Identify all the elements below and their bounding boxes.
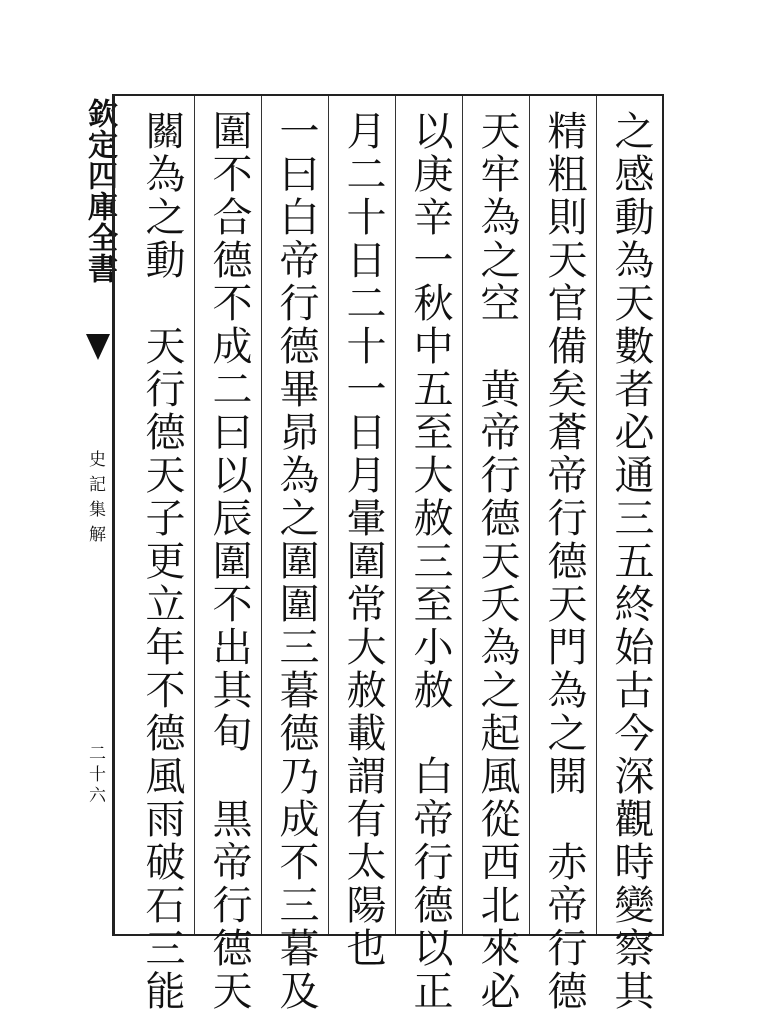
page-number: 二十六	[85, 744, 105, 807]
column-text: 一曰白帝行德畢昴為之圍圍三暮德乃成不三暮及	[273, 110, 319, 1013]
text-column-2	[534, 96, 594, 1013]
text-column-6	[266, 96, 326, 1013]
text-column-3	[467, 96, 527, 1013]
column-rule	[596, 96, 597, 934]
column-rule	[328, 96, 329, 934]
column-rule	[462, 96, 463, 934]
column-text: 之感動為天數者必通三五終始古今深觀時變察其	[608, 110, 654, 1013]
column-text: 以庚辛一秋中五至大赦三至小赦 白帝行德以正	[407, 110, 453, 1013]
text-frame	[112, 94, 664, 1013]
text-column-7	[199, 96, 259, 1013]
text-column-4	[400, 96, 460, 1013]
column-text: 精粗則天官備矣蒼帝行德天門為之開 赤帝行德	[541, 110, 587, 1013]
column-text: 圍不合德不成二曰以辰圍不出其旬 黒帝行德天	[206, 110, 252, 1013]
column-rule	[529, 96, 530, 934]
running-title: 史記集解	[85, 450, 105, 550]
column-text: 月二十日二十一日月暈圍常大赦載謂有太陽也	[340, 110, 386, 970]
column-rule	[395, 96, 396, 934]
column-rule	[261, 96, 262, 934]
column-text: 關為之動 天行德天子更立年不德風雨破石三能	[139, 110, 185, 1013]
page-margin-strip	[80, 94, 117, 936]
column-rule	[194, 96, 195, 934]
fishtail-mark-icon	[86, 334, 110, 360]
text-column-1	[601, 96, 661, 1013]
text-column-5	[333, 96, 393, 970]
edition-banner: 欽定四庫全書	[82, 98, 117, 284]
column-text: 天牢為之空 黄帝行德天夭為之起風從西北來必	[474, 110, 520, 1013]
text-column-8	[132, 96, 192, 1013]
